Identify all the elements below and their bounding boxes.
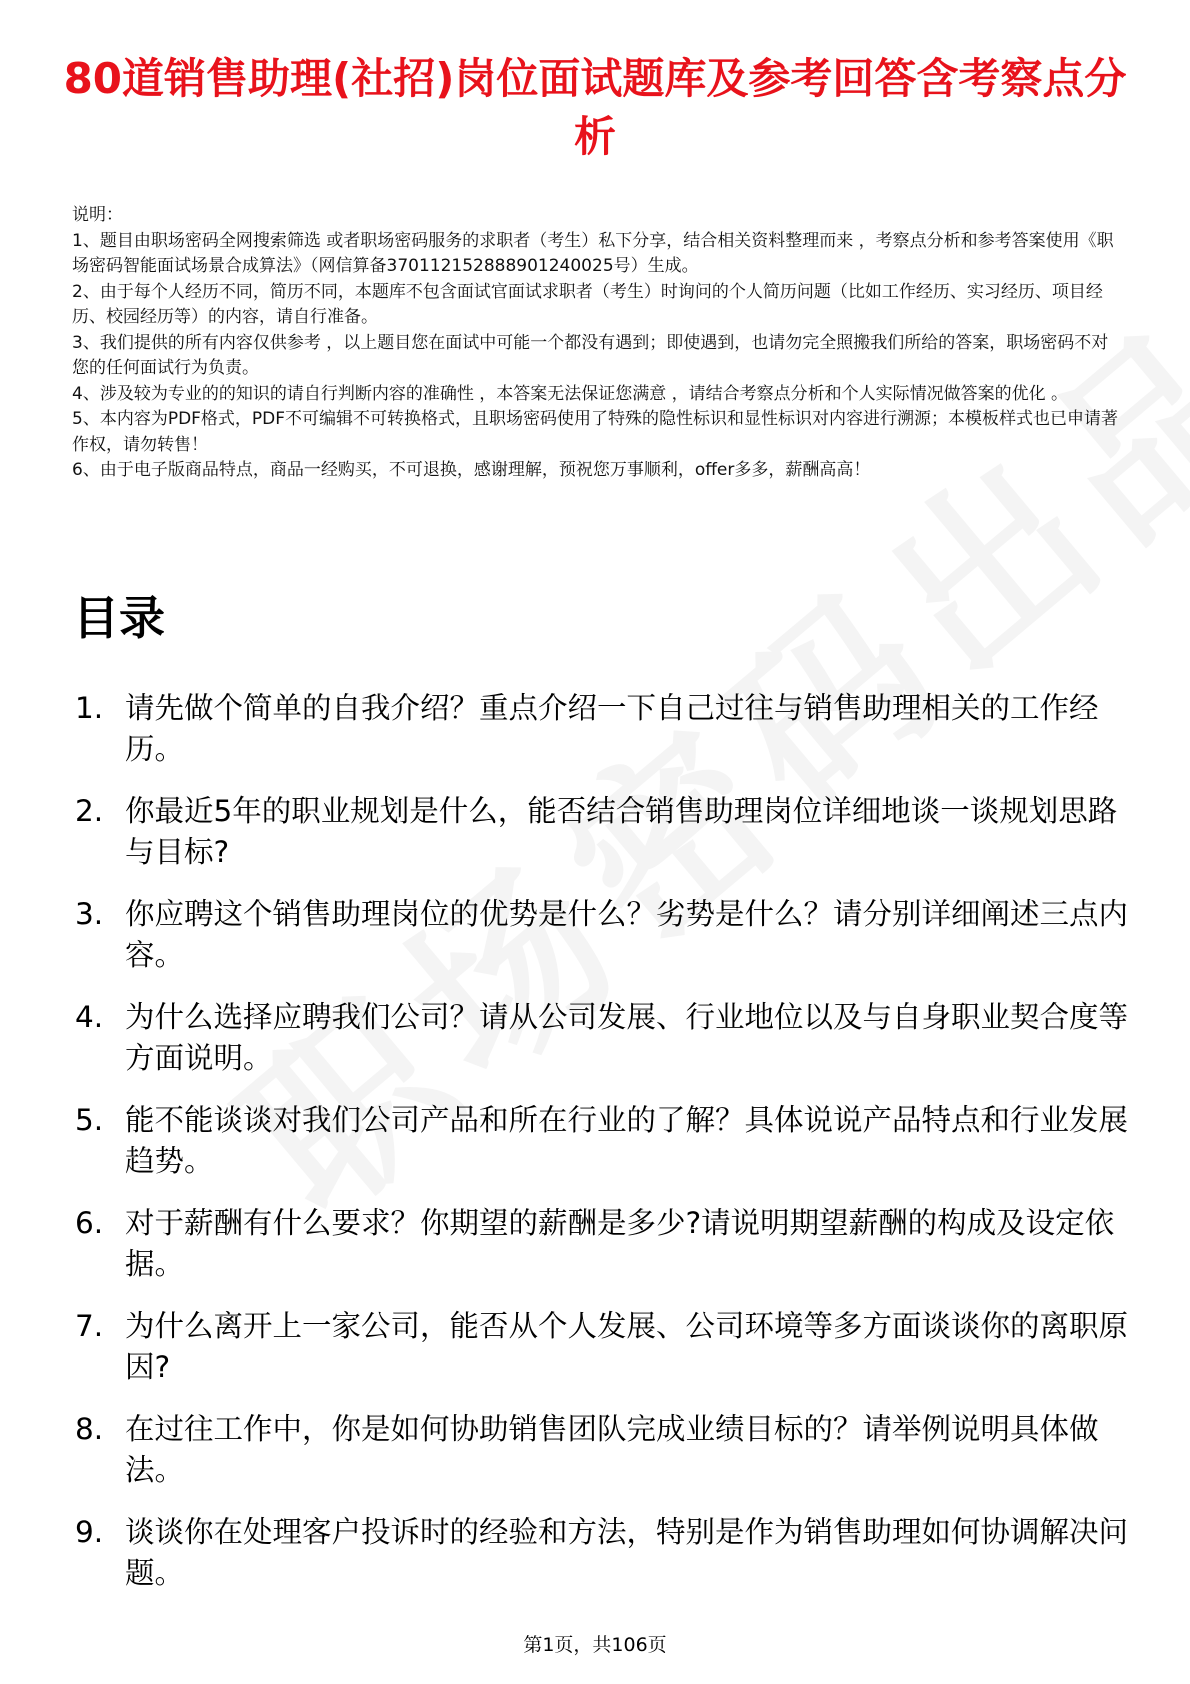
toc-item[interactable] bbox=[75, 1409, 1135, 1512]
toc-item-number: 8. bbox=[75, 1412, 104, 1446]
toc-heading: 目录 bbox=[73, 591, 165, 645]
note-item: 1、题目由职场密码全网搜索筛选 或者职场密码服务的求职者（考生）私下分享，结合相关资料整理而来 ，考察点分析和参考答案使用《职场密码智能面试场景合成算法》（网信算备370112152888901240025号）生成。 bbox=[72, 230, 1114, 276]
notes-section bbox=[72, 203, 1122, 484]
toc-item-text: 对于薪酬有什么要求？你期望的薪酬是多少?请说明期望薪酬的构成及设定依据。 bbox=[125, 1206, 1115, 1281]
toc-item[interactable] bbox=[75, 688, 1135, 791]
toc-item-number: 9. bbox=[75, 1515, 104, 1549]
toc-item[interactable] bbox=[75, 1100, 1135, 1203]
toc-item-number: 3. bbox=[75, 897, 104, 931]
toc-item-text: 谈谈你在处理客户投诉时的经验和方法，特别是作为销售助理如何协调解决问题。 bbox=[125, 1515, 1129, 1590]
toc-list bbox=[75, 688, 1135, 1615]
toc-item-number: 1. bbox=[75, 691, 104, 725]
toc-item-number: 4. bbox=[75, 1000, 104, 1034]
toc-item[interactable] bbox=[75, 1203, 1135, 1306]
note-item: 3、我们提供的所有内容仅供参考 ，以上题目您在面试中可能一个都没有遇到；即使遇到，也请勿完全照搬我们所给的答案，职场密码不对您的任何面试行为负责。 bbox=[72, 332, 1109, 378]
notes-heading: 说明： bbox=[72, 205, 123, 225]
toc-item-number: 7. bbox=[75, 1309, 104, 1343]
toc-item-number: 6. bbox=[75, 1206, 104, 1240]
toc-item[interactable] bbox=[75, 1512, 1135, 1615]
page-footer: 第1页，共106页 bbox=[523, 1634, 667, 1656]
note-item: 6、由于电子版商品特点，商品一经购买，不可退换，感谢理解，预祝您万事顺利，offer多多，薪酬高高！ bbox=[72, 460, 871, 480]
note-item: 2、由于每个人经历不同，简历不同，本题库不包含面试官面试求职者（考生）时询问的个人简历问题（比如工作经历、实习经历、项目经历、校园经历等）的内容，请自行准备。 bbox=[72, 281, 1103, 327]
toc-item[interactable] bbox=[75, 997, 1135, 1100]
toc-item-number: 2. bbox=[75, 794, 104, 828]
toc-item-text: 在过往工作中，你是如何协助销售团队完成业绩目标的？请举例说明具体做法。 bbox=[125, 1412, 1099, 1487]
toc-item[interactable] bbox=[75, 1306, 1135, 1409]
note-item: 5、本内容为PDF格式，PDF不可编辑不可转换格式，且职场密码使用了特殊的隐性标识和显性标识对内容进行溯源；本模板样式也已申请著作权，请勿转售！ bbox=[72, 409, 1119, 455]
toc-item[interactable] bbox=[75, 791, 1135, 894]
toc-item[interactable] bbox=[75, 894, 1135, 997]
toc-item-number: 5. bbox=[75, 1103, 104, 1137]
toc-item-text: 为什么离开上一家公司，能否从个人发展、公司环境等多方面谈谈你的离职原因? bbox=[125, 1309, 1129, 1384]
toc-item-text: 为什么选择应聘我们公司？请从公司发展、行业地位以及与自身职业契合度等方面说明。 bbox=[125, 1000, 1129, 1075]
note-item: 4、涉及较为专业的的知识的请自行判断内容的准确性 ，本答案无法保证您满意 ，请结合考察点分析和个人实际情况做答案的优化 。 bbox=[72, 383, 1069, 404]
toc-item-text: 你应聘这个销售助理岗位的优势是什么？劣势是什么？请分别详细阐述三点内容。 bbox=[125, 897, 1129, 972]
toc-item-text: 能不能谈谈对我们公司产品和所在行业的了解？具体说说产品特点和行业发展趋势。 bbox=[125, 1103, 1129, 1178]
toc-item-text: 你最近5年的职业规划是什么，能否结合销售助理岗位详细地谈一谈规划思路与目标? bbox=[125, 794, 1118, 869]
page-title: 80道销售助理(社招)岗位面试题库及参考回答含考察点分析 bbox=[63, 54, 1127, 161]
toc-item-text: 请先做个简单的自我介绍？重点介绍一下自己过往与销售助理相关的工作经历。 bbox=[125, 691, 1099, 766]
